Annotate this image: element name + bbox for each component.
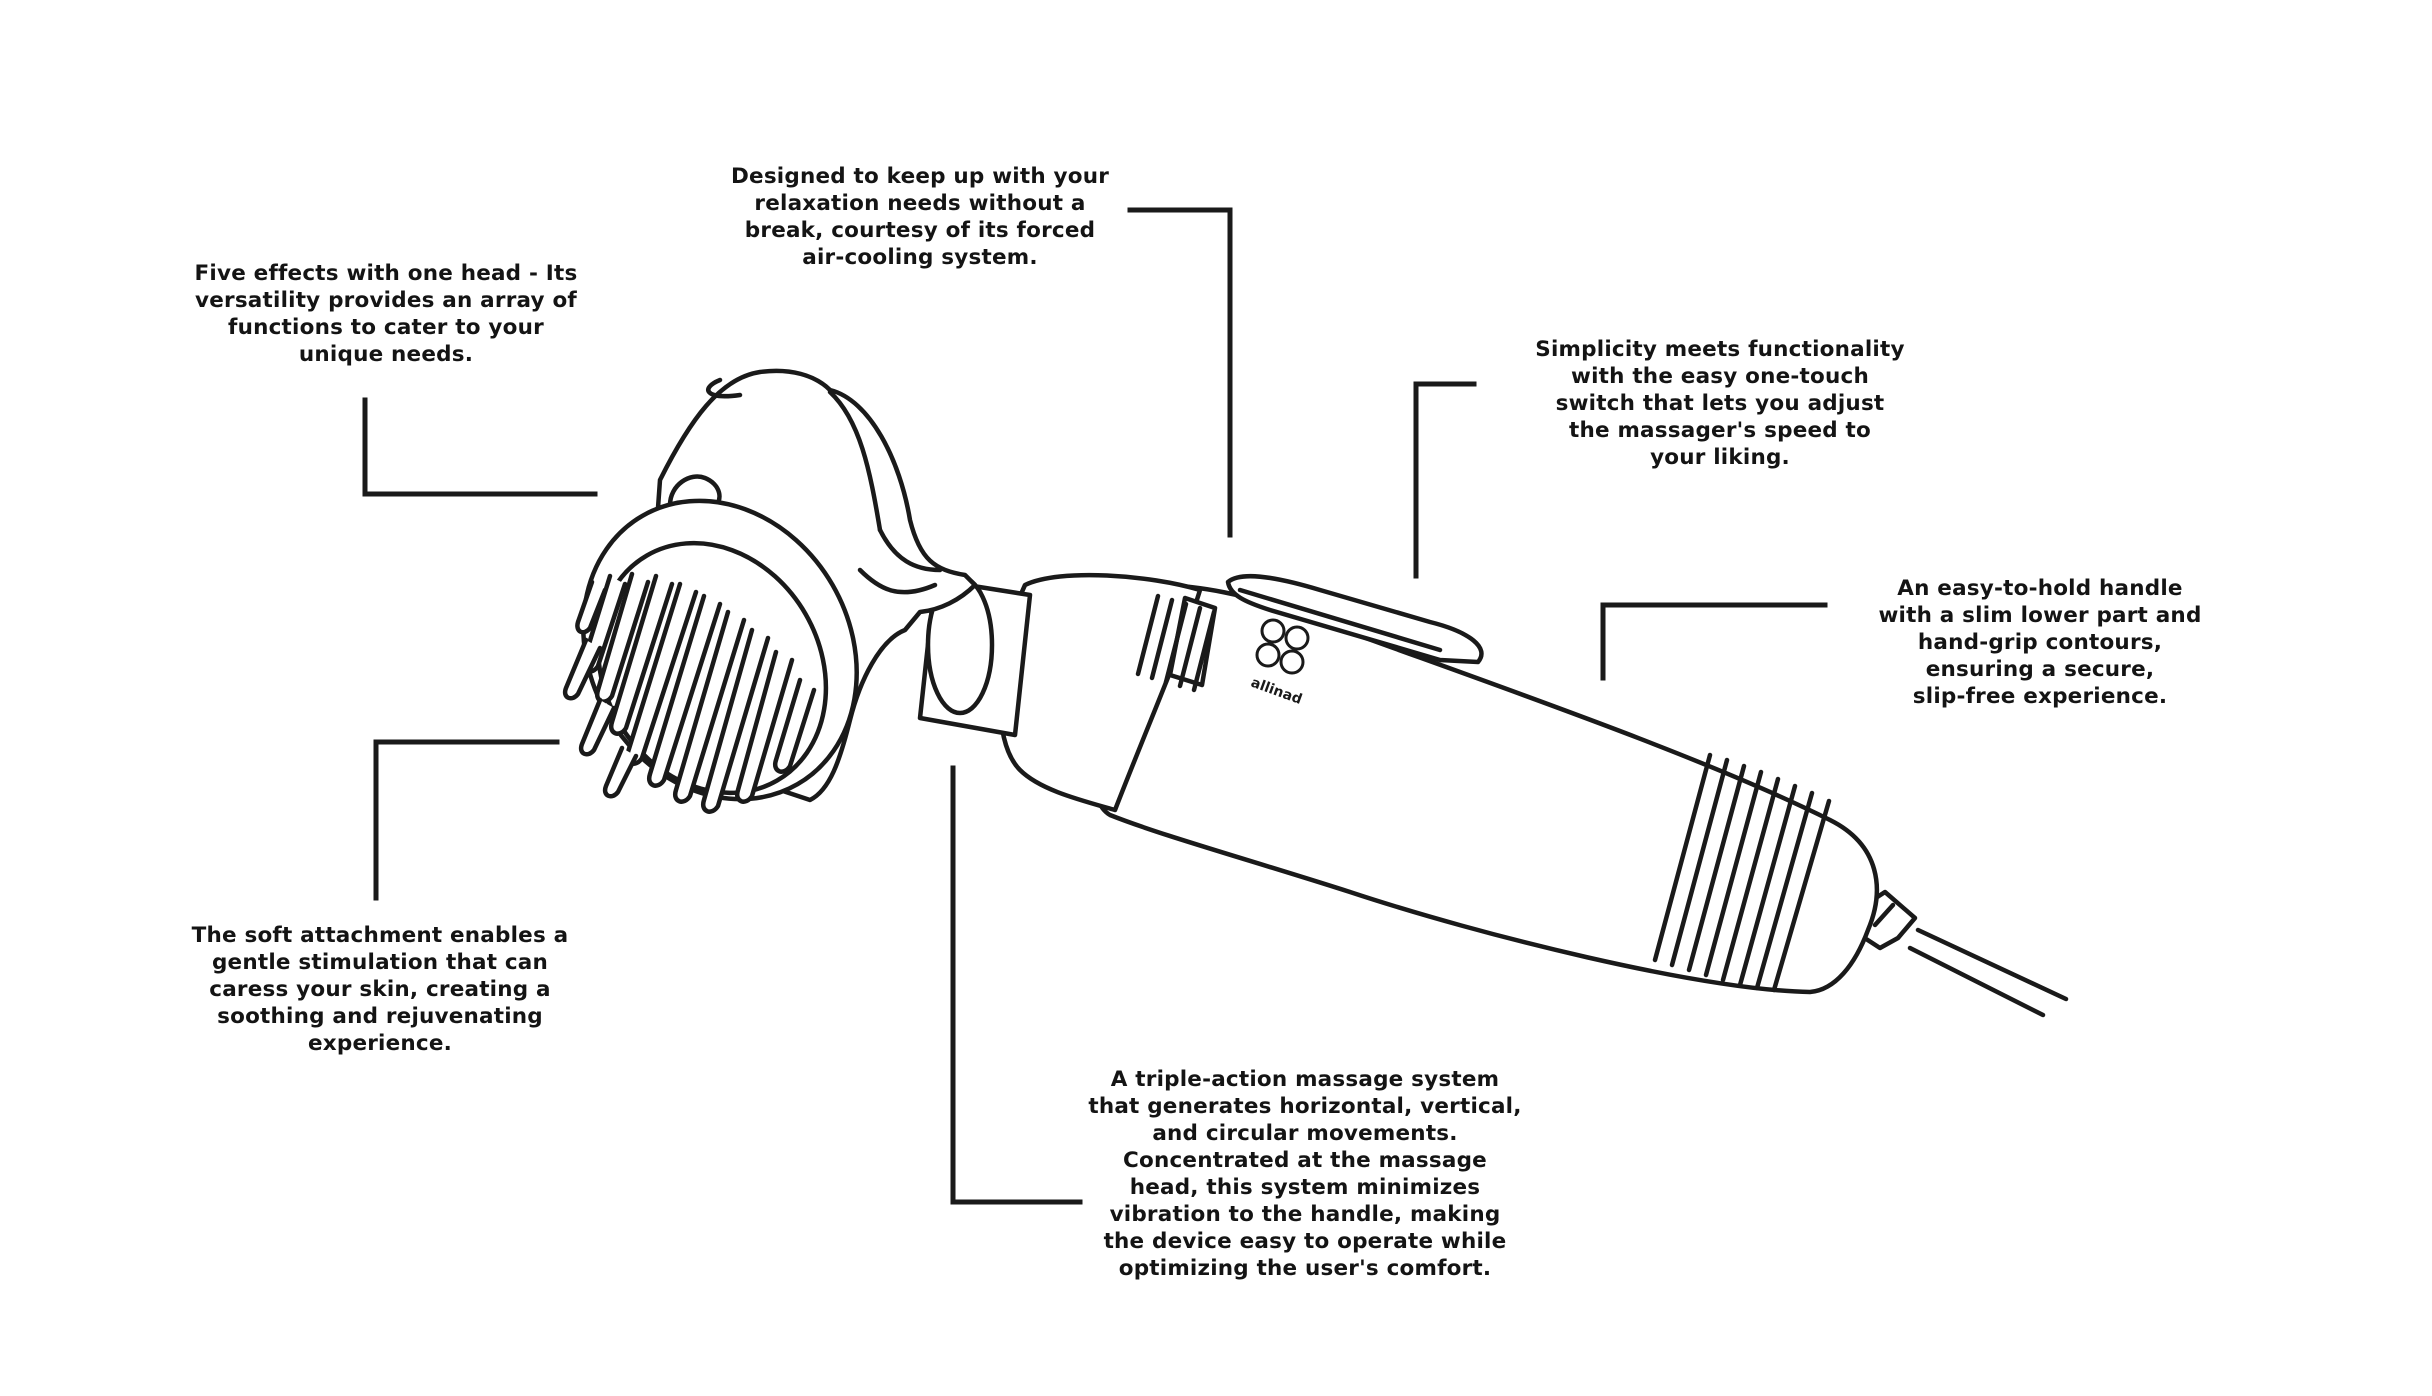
leader-air-cooling [1130,210,1230,535]
callout-line: relaxation needs without a [754,191,1086,216]
callout-line: with a slim lower part and [1878,603,2202,628]
callout-line: The soft attachment enables a [191,923,569,948]
callout-line: Concentrated at the massage [1123,1148,1487,1173]
callout-line: optimizing the user's comfort. [1118,1256,1492,1281]
callout-line: soothing and rejuvenating [217,1004,543,1029]
callout-line: the massager's speed to [1569,418,1871,443]
callout-line: slip-free experience. [1912,684,2168,709]
callout-five-effects [160,260,612,368]
power-cord [1860,892,2066,1015]
callout-line: and circular movements. [1152,1121,1458,1146]
callout-line: with the easy one-touch [1571,364,1869,389]
callout-line: switch that lets you adjust [1555,391,1885,416]
leader-five-effects [365,400,595,494]
callout-line: air-cooling system. [802,245,1038,270]
callout-line: versatility provides an array of [195,288,577,313]
callout-line: vibration to the handle, making [1109,1202,1501,1227]
leader-soft-attachment [376,742,557,898]
callout-line: Simplicity meets functionality [1535,337,1905,362]
callout-line: caress your skin, creating a [209,977,551,1002]
leader-one-touch [1416,384,1474,576]
callout-line: gentle stimulation that can [211,950,549,975]
callout-one-touch-switch [1500,336,1940,471]
callout-line: your liking. [1650,445,1790,470]
callout-line: that generates horizontal, vertical, [1088,1094,1522,1119]
callout-line: functions to cater to your [228,315,544,340]
callout-line: head, this system minimizes [1129,1175,1481,1200]
callout-line: hand-grip contours, [1917,630,2163,655]
leader-handle [1603,605,1825,678]
callout-air-cooling [710,163,1130,271]
callout-line: ensuring a secure, [1925,657,2155,682]
callout-soft-attachment [165,922,595,1057]
callout-line: experience. [308,1031,452,1056]
callout-line: the device easy to operate while [1103,1229,1507,1254]
callout-line: unique needs. [298,342,474,367]
brand-logo-text: allinad [1248,674,1305,708]
callout-line: Five effects with one head - Its [194,261,578,286]
callout-line: An easy-to-hold handle [1897,576,2183,601]
callout-line: Designed to keep up with your [730,164,1110,189]
callout-line: A triple-action massage system [1110,1067,1500,1092]
callout-handle [1850,575,2230,710]
callout-triple-action [1060,1066,1550,1282]
callout-line: break, courtesy of its forced [744,218,1096,243]
